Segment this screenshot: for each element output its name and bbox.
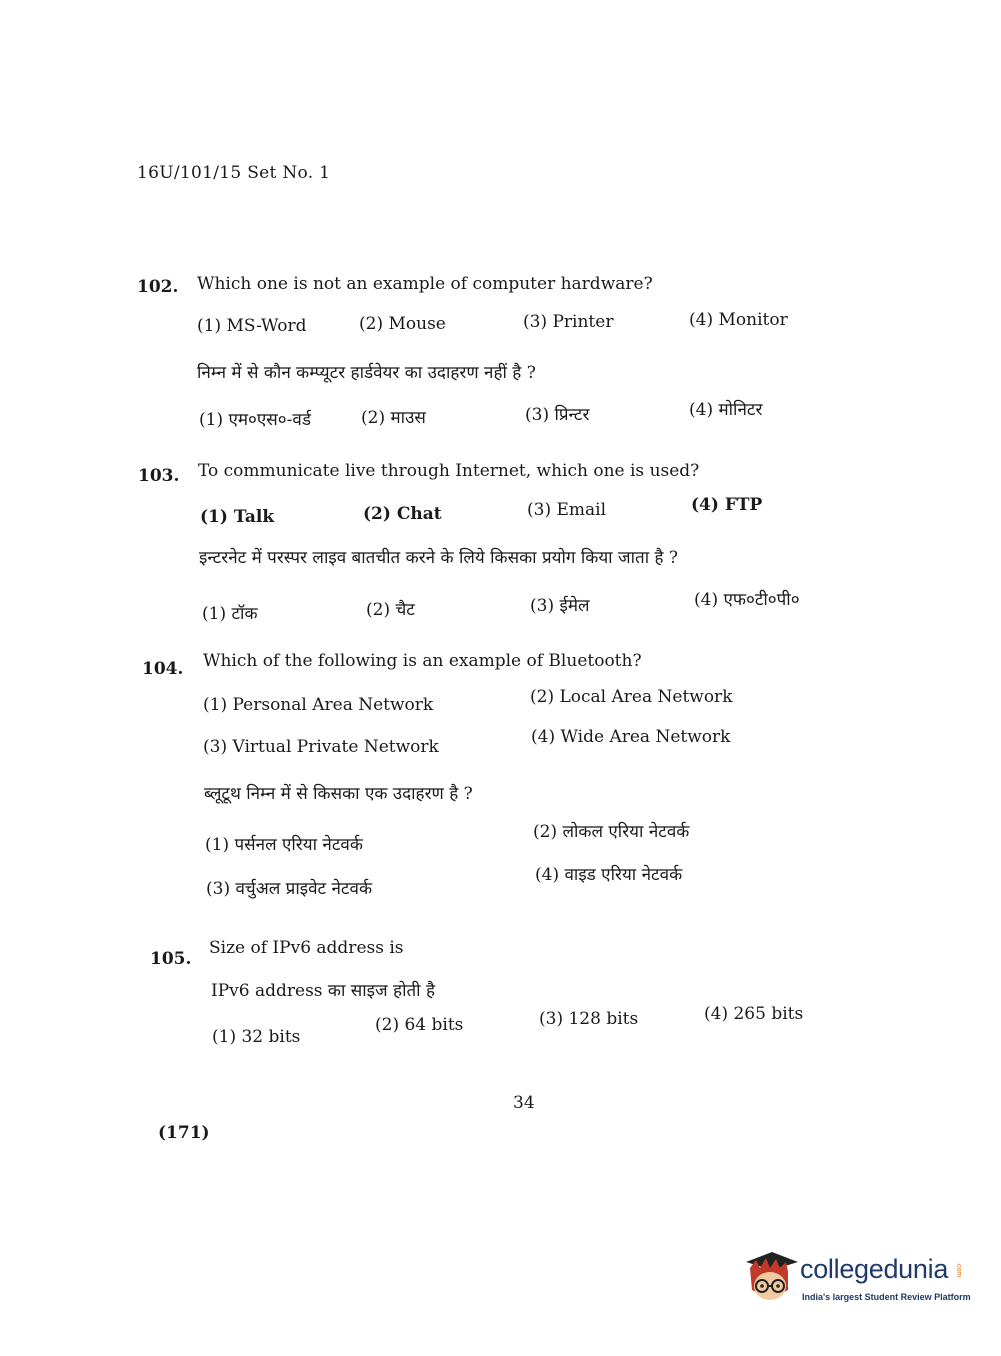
option-en-2: (2) Mouse [359,314,446,334]
option-en-2: (2) Local Area Network [530,687,733,707]
question-number: 102. [137,277,179,297]
mascot-icon [742,1250,798,1310]
option-en-4: (4) Wide Area Network [531,727,731,747]
option-en-1: (1) Personal Area Network [203,695,434,715]
question-number: 104. [142,659,184,679]
question-text-hi: IPv6 address का साइज होती है [211,981,435,1001]
logo-com: .com [955,1262,962,1278]
option-hi-3: (3) ईमेल [530,596,590,616]
question-text-hi: निम्न में से कौन कम्प्यूटर हार्डवेयर का उदाहरण नहीं है ? [197,363,536,383]
page-number: 34 [513,1093,535,1113]
question-text-en: Which of the following is an example of Bluetooth? [203,651,642,671]
question-number: 105. [150,949,192,969]
option-2: (2) 64 bits [375,1015,464,1035]
option-3: (3) 128 bits [539,1009,639,1029]
option-en-3: (3) Email [527,500,607,520]
option-1: (1) 32 bits [212,1027,301,1047]
option-4: (4) 265 bits [704,1004,804,1024]
option-hi-4: (4) एफ०टी०पी० [694,590,800,610]
option-en-4: (4) Monitor [689,310,788,330]
logo-tagline: India's largest Student Review Platform [802,1292,971,1302]
option-hi-1: (1) टॉक [202,604,258,624]
question-number: 103. [138,466,180,486]
option-en-1: (1) MS-Word [197,316,307,336]
option-hi-3: (3) प्रिन्टर [525,405,590,425]
option-hi-3: (3) वर्चुअल प्राइवेट नेटवर्क [206,879,373,899]
option-hi-2: (2) चैट [366,600,415,620]
logo-wordmark: collegedunia [800,1254,949,1284]
set-number: 16U/101/15 Set No. 1 [137,163,331,183]
option-hi-4: (4) वाइड एरिया नेटवर्क [535,865,683,885]
question-text-hi: इन्टरनेट में परस्पर लाइव बातचीत करने के लिये किसका प्रयोग किया जाता है ? [199,548,679,568]
option-hi-2: (2) माउस [361,408,426,428]
option-hi-1: (1) पर्सनल एरिया नेटवर्क [205,835,363,855]
option-en-3: (3) Virtual Private Network [203,737,439,757]
question-text-en: Size of IPv6 address is [209,938,404,958]
option-en-3: (3) Printer [523,312,614,332]
option-en-2: (2) Chat [363,504,442,524]
collegedunia-logo [742,1250,972,1314]
option-en-4: (4) FTP [691,495,763,515]
question-text-hi: ब्लूटूथ निम्न में से किसका एक उदाहरण है ? [204,784,473,804]
option-hi-2: (2) लोकल एरिया नेटवर्क [533,822,690,842]
paper-code: (171) [158,1123,210,1143]
option-hi-4: (4) मोनिटर [689,400,763,420]
option-en-1: (1) Talk [200,507,275,527]
option-hi-1: (1) एम०एस०-वर्ड [199,410,311,430]
question-text-en: Which one is not an example of computer hardware? [197,274,653,294]
question-text-en: To communicate live through Internet, which one is used? [198,461,700,481]
